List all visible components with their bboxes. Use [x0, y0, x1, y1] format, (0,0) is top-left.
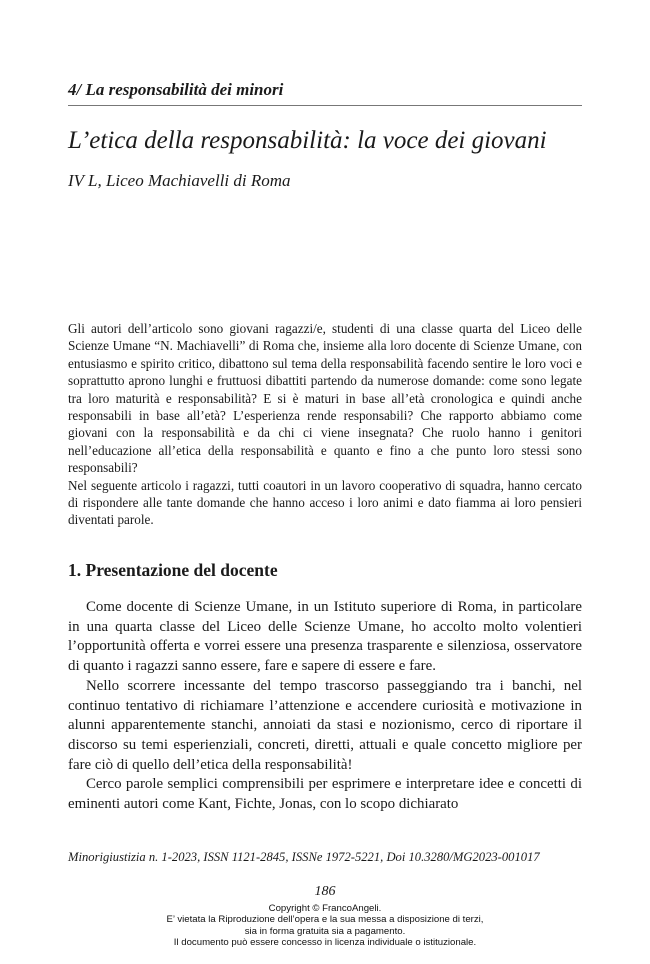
section-body [68, 598, 582, 815]
copyright-line: Copyright © FrancoAngeli. [268, 903, 382, 914]
copyright-line: E’ vietata la Riproduzione dell’opera e la sua messa a disposizione di terzi, [166, 914, 484, 926]
page-number: 186 [314, 884, 336, 899]
body-paragraph: Cerco parole semplici comprensibili per esprimere e interpretare idee e concetti di eminenti autori come Kant, Fichte, Jonas, con lo scopo dichiarato [68, 776, 582, 813]
abstract-paragraph: Gli autori dell’articolo sono giovani ragazzi/e, studenti di una classe quarta del Liceo delle Scienze Umane “N. Machiavelli” di Roma che, insieme alla loro docente di Scienze Umane, con entusiasmo e spirito critico, dibattono sul tema della responsabilità facendo sentire le loro voci e soprattutto aprono lunghi e fruttuosi dibattiti partendo da numerose domande: come sono legate tra loro maturità e responsabilità? E si è maturi in base all’età cronologica e quindi anche responsabili in base all’età? L’esperienza rende responsabili? Che rapporto abbiamo come giovani con la responsabilità e da chi ci viene insegnata? Che ruolo hanno i genitori nell’educazione all’etica della responsabilità e quanto e fino a che punto loro stessi sono responsabili? [68, 321, 582, 476]
journal-citation: Minorigiustizia n. 1-2023, ISSN 1121-2845, ISSNe 1972-5221, Doi 10.3280/MG2023-001017 [68, 850, 540, 864]
abstract [68, 320, 582, 529]
copyright-notice [0, 903, 650, 948]
copyright-line: sia in forma gratuita sia a pagamento. [244, 925, 406, 937]
article-title: L’etica della responsabilità: la voce dei giovani [68, 127, 547, 154]
body-paragraph: Come docente di Scienze Umane, in un Istituto superiore di Roma, in particolare in una quarta classe del Liceo delle Scienze Umane, ho accolto molto volentieri l’opportunità offerta e vorrei essere una presenza trasparente e silenziosa, osservatore di quanto i ragazzi sanno essere, fare e sapere di essere e fare. [68, 599, 582, 675]
running-section-header: 4/ La responsabilità dei minori [68, 80, 284, 99]
header-divider [68, 105, 582, 106]
abstract-paragraph: Nel seguente articolo i ragazzi, tutti coautori in un lavoro cooperativo di squadra, hanno cercato di rispondere alle tante domande che hanno acceso i loro animi e dato fiamma ai loro pensieri diventati parole. [68, 477, 582, 528]
body-paragraph: Nello scorrere incessante del tempo trascorso passeggiando tra i banchi, nel continuo tentativo di richiamare l’attenzione e accendere curiosità e motivazione in alunni apparentemente stanchi, annoiati da stasi e nozionismo, cerco di riportare il discorso su temi esperienziali, concreti, diretti, attuali e quale concetto migliore per fare ciò di quello dell’etica della responsabilità! [68, 677, 582, 773]
article-authors: IV L, Liceo Machiavelli di Roma [68, 171, 291, 190]
section-heading: 1. Presentazione del docente [68, 560, 278, 580]
copyright-line: Il documento può essere concesso in licenza individuale o istituzionale. [173, 936, 477, 948]
